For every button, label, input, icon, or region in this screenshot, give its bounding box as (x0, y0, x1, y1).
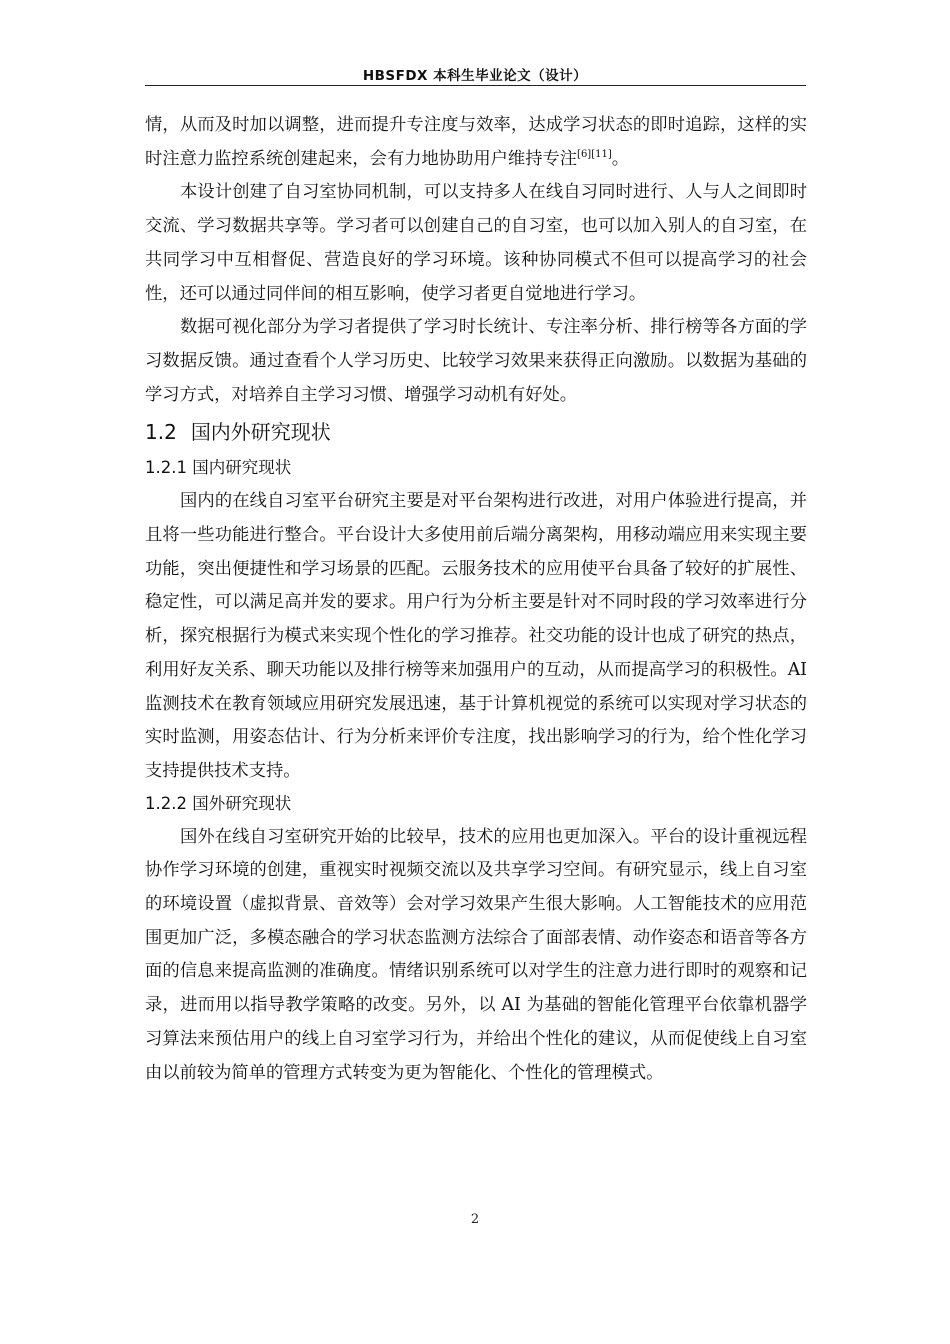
paragraph-5: 国外在线自习室研究开始的比较早，技术的应用也更加深入。平台的设计重视远程协作学习环境的创建，重视实时视频交流以及共享学习空间。有研究显示，线上自习室的环境设置（虚拟背景、音效等）会对学习效果产生很大影响。人工智能技术的应用范围更加广泛，多模态融合的学习状态监测方法综合了面部表情、动作姿态和语音等各方面的信息来提高监测的准确度。情绪识别系统可以对学生的注意力进行即时的观察和记录，进而用以指导教学策略的改变。另外，以 AI 为基础的智能化管理平台依靠机器学习算法来预估用户的线上自习室学习行为，并给出个性化的建议，从而促使线上自习室由以前较为简单的管理方式转变为更为智能化、个性化的管理模式。 (145, 826, 807, 1083)
subsection-heading-1-2-1 (145, 453, 807, 483)
header-rule (145, 85, 806, 86)
paragraph-1-end: 。 (611, 148, 630, 169)
citation-6-11: [6][11] (577, 148, 612, 160)
subsection-title: 国内研究现状 (192, 458, 292, 478)
page-header: HBSFDX 本科生毕业论文（设计） (362, 68, 588, 84)
paragraph-2: 本设计创建了自习室协同机制，可以支持多人在线自习同时进行、人与人之间即时交流、学习数据共享等。学习者可以创建自己的自习室，也可以加入别人的自习室，在共同学习中互相督促、营造良好的学习环境。该种协同模式不但可以提高学习的社会性，还可以通过同伴间的相互影响，使学习者更自觉地进行学习。 (145, 182, 807, 304)
page-number: 2 (470, 1212, 480, 1227)
subsection-heading-1-2-2 (145, 789, 807, 819)
paragraph-1-text: 情，从而及时加以调整，进而提升专注度与效率，达成学习状态的即时追踪，这样的实时注意力监控系统创建起来，会有力地协助用户维持专注 (145, 115, 807, 169)
section-title: 国内外研究现状 (190, 420, 331, 445)
paragraph-3: 数据可视化部分为学习者提供了学习时长统计、专注率分析、排行榜等各方面的学习数据反馈。通过查看个人学习历史、比较学习效果来获得正向激励。以数据为基础的学习方式，对培养自主学习习惯、增强学习动机有好处。 (145, 317, 807, 405)
page-content (145, 109, 807, 1090)
subsection-number: 1.2.1 (145, 458, 187, 478)
subsection-title: 国外研究现状 (192, 793, 292, 813)
subsection-number: 1.2.2 (145, 793, 187, 813)
paragraph-1 (145, 109, 807, 176)
section-number: 1.2 (145, 420, 177, 445)
section-heading-1-2 (145, 414, 807, 450)
paragraph-4: 国内的在线自习室平台研究主要是对平台架构进行改进，对用户体验进行提高，并且将一些功能进行整合。平台设计大多使用前后端分离架构，用移动端应用来实现主要功能，突出便捷性和学习场景的匹配。云服务技术的应用使平台具备了较好的扩展性、稳定性，可以满足高并发的要求。用户行为分析主要是针对不同时段的学习效率进行分析，探究根据行为模式来实现个性化的学习推荐。社交功能的设计也成了研究的热点，利用好友关系、聊天功能以及排行榜等来加强用户的互动，从而提高学习的积极性。AI 监测技术在教育领域应用研究发展迅速，基于计算机视觉的系统可以实现对学习状态的实时监测，用姿态估计、行为分析来评价专注度，找出影响学习的行为，给个性化学习支持提供技术支持。 (145, 491, 807, 781)
